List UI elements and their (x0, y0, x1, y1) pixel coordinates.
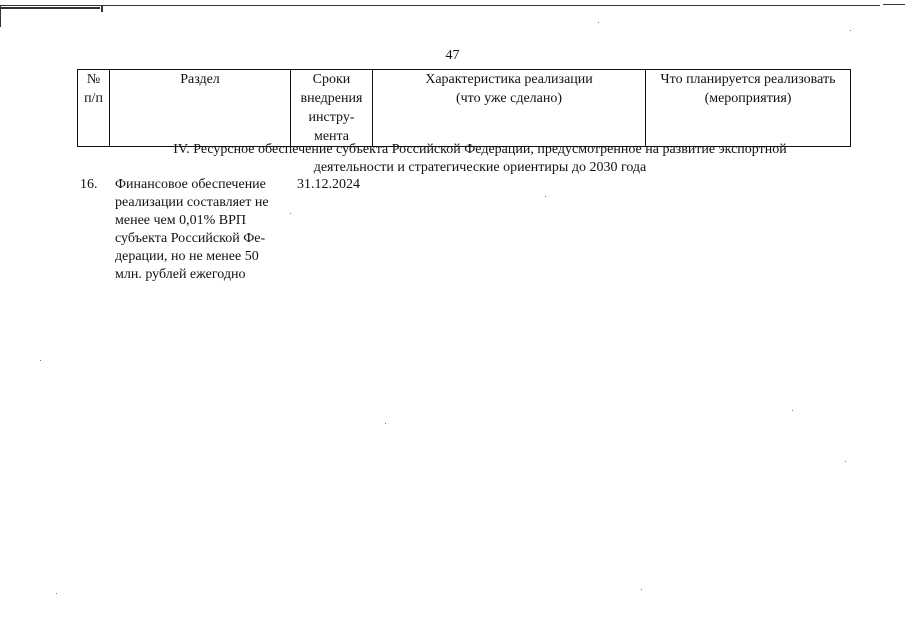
header-col-plan-line-1: Что планируется реализовать (660, 72, 836, 87)
scan-speck (792, 410, 793, 411)
section-heading (110, 141, 850, 177)
scan-border-top-left (0, 7, 100, 9)
scan-speck (40, 360, 41, 361)
header-col-terms-line-4: мента (313, 129, 350, 144)
row-section-line-1: Финансовое обеспечение (115, 177, 266, 192)
header-col-section (110, 70, 291, 147)
scan-border-right (883, 4, 905, 5)
section-heading-line-1: IV. Ресурсное обеспечение субъекта Российской Федерации, предусмотренное на развитие экспортной (173, 142, 787, 157)
header-col-characteristic (373, 70, 646, 147)
row-date: 31.12.2024 (297, 177, 360, 192)
column-header-table (77, 69, 851, 147)
scan-speck (641, 589, 642, 590)
row-section-line-2: реализации составляет не (115, 195, 269, 210)
scan-speck (545, 196, 546, 197)
scan-mark-top (101, 6, 103, 12)
scan-speck (850, 30, 851, 31)
header-col-plan (646, 70, 851, 147)
header-col-terms (291, 70, 373, 147)
scan-speck (385, 423, 386, 424)
row-section-line-4: субъекта Российской Фе- (115, 231, 266, 246)
header-col-terms-line-1: Сроки (312, 72, 351, 87)
scan-speck (290, 213, 291, 214)
header-col-number-line-1: № (86, 72, 101, 87)
header-col-characteristic-line-2: (что уже сделано) (455, 91, 563, 106)
header-col-plan-line-2: (мероприятия) (704, 91, 792, 106)
scan-border-top (0, 5, 880, 6)
scan-speck (56, 593, 57, 594)
header-col-number-line-2: п/п (84, 91, 103, 106)
scan-speck (598, 22, 599, 23)
header-col-number (78, 70, 110, 147)
header-col-terms-line-3: инстру- (308, 110, 355, 125)
row-section-line-5: дерации, но не менее 50 (115, 249, 259, 264)
page-number: 47 (445, 48, 460, 63)
scan-speck (845, 461, 846, 462)
row-section-text (115, 176, 283, 284)
scan-border-left (0, 5, 1, 27)
header-col-terms-line-2: внедрения (300, 91, 363, 106)
header-col-section-label: Раздел (180, 72, 220, 87)
row-section-line-3: менее чем 0,01% ВРП (115, 213, 247, 228)
header-col-characteristic-line-1: Характеристика реализации (425, 72, 593, 87)
row-number: 16. (80, 177, 98, 192)
row-section-line-6: млн. рублей ежегодно (115, 267, 246, 282)
section-heading-line-2: деятельности и стратегические ориентиры до 2030 года (313, 160, 647, 175)
